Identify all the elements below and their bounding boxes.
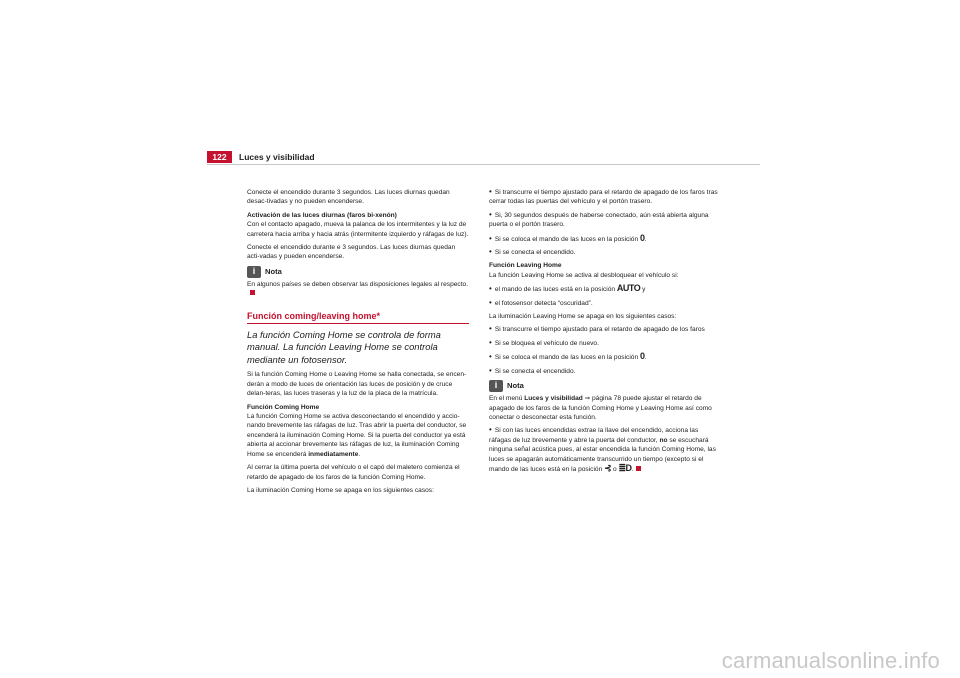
dipped-beam-symbol: ≣D — [618, 462, 632, 473]
note-label: Nota — [507, 381, 524, 391]
bullet-icon: • — [489, 324, 492, 334]
list-item-text: Si con las luces encendidas extrae la llave del encendido, acciona las ráfagas de luz brevemente y abre la puerta del conductor, — [489, 427, 699, 444]
note-text-content: ⇒ página 78 puede ajustar el retardo de apagado de los faros de la función Coming Home y Leaving Home así como conectar o desconectar esta función. — [489, 395, 712, 421]
list-item-text: . — [631, 465, 634, 473]
heading-divider — [247, 323, 469, 324]
list-item — [489, 339, 719, 348]
note-text — [247, 280, 469, 299]
list-item-text: Si se coloca el mando de las luces en la posición — [494, 235, 639, 243]
watermark: carmanualsonline.info — [721, 648, 940, 673]
list-item-text: se escuchará ninguna señal acústica pues, al estar encendida la función Coming Home, las luces se apagarán automáticamente transcurrido un tiempo (excepto si el mando de las luces está en la posición — [489, 436, 716, 473]
paragraph-text: La función Leaving Home se activa al desbloquear el vehículo si: — [489, 271, 679, 279]
bullet-icon: • — [489, 425, 492, 435]
right-column — [489, 188, 719, 478]
paragraph — [247, 211, 469, 239]
subheading: Función Coming Home — [247, 403, 320, 411]
subheading: Activación de las luces diurnas (faros bi-xenón) — [247, 211, 397, 219]
list-item-text: Si se conecta el encendido. — [494, 249, 576, 257]
page-number: 122 — [207, 151, 232, 163]
bullet-icon: • — [489, 297, 492, 307]
list-item: • Si se coloca el mando de las luces en la posición 0. — [489, 351, 647, 362]
light-switch-auto-symbol: AUTO — [616, 283, 641, 294]
note-text — [489, 394, 719, 422]
paragraph — [489, 261, 719, 280]
note-heading — [489, 380, 719, 392]
paragraph: La iluminación Coming Home se apaga en los siguientes casos: — [247, 486, 434, 494]
list-item — [489, 299, 719, 308]
list-item-text: o — [611, 465, 619, 473]
list-item-text: y — [642, 286, 646, 294]
section-title: Luces y visibilidad — [239, 152, 315, 162]
list-item — [489, 211, 719, 230]
list-item: • Si se coloca el mando de las luces en la posición 0. — [489, 232, 647, 243]
lead-paragraph: La función Coming Home se controla de forma manual. La función Leaving Home se controla mediante un fotosensor. — [247, 328, 441, 365]
list-item-text: el mando de las luces está en la posición — [494, 286, 616, 294]
emphasis: inmediatamente — [308, 450, 359, 458]
list-item — [489, 325, 719, 334]
bullet-icon: • — [489, 209, 492, 219]
list-item — [489, 367, 719, 376]
info-icon: i — [247, 266, 261, 278]
paragraph-text: La función Coming Home se activa desconectando el encendido y accio-nando brevemente las ráfagas de luz. Tras abrir la puerta del conductor, se encenderá la iluminación Coming Home. Si la puerta del conductor ya está abierta al accionar brevemente las ráfagas de luz, la iluminación Coming Home se encenderá — [247, 413, 467, 458]
end-marker-icon — [250, 290, 255, 295]
list-item-text: el fotosensor detecta “oscuridad”. — [494, 299, 593, 307]
header-divider — [207, 164, 760, 165]
list-item — [489, 248, 719, 257]
light-switch-off-symbol: 0 — [639, 232, 645, 243]
list-item — [489, 284, 719, 294]
list-item — [489, 426, 719, 474]
paragraph-text: Con el contacto apagado, mueva la palanca de los intermitentes y la luz de carretera hacia arriba y hacia atrás (intermitente izquierdo y ráfagas de luz). — [247, 221, 469, 238]
list-item-text: Si se coloca el mando de las luces en la posición — [494, 354, 639, 362]
end-marker-icon — [636, 466, 641, 471]
note-label: Nota — [265, 267, 282, 277]
paragraph: Al cerrar la última puerta del vehículo o el capó del maletero comienza el retardo de apagado de los faros de la función Coming Home. — [247, 464, 460, 481]
list-item-text: Si, 30 segundos después de haberse conectado, aún está abierta alguna puerta o el portón trasero. — [489, 211, 709, 229]
section-heading: Función coming/leaving home* — [247, 310, 381, 321]
left-column — [247, 188, 469, 499]
bullet-icon: • — [489, 337, 492, 347]
bullet-icon: • — [489, 365, 492, 375]
paragraph: Conecte el encendido durante e 3 segundos. Las luces diurnas quedan acti-vadas y pueden encenderse. — [247, 244, 456, 261]
paragraph: La iluminación Leaving Home se apaga en los siguientes casos: — [489, 313, 677, 321]
parking-light-symbol: ⊰ — [604, 462, 612, 473]
info-icon: i — [489, 380, 503, 392]
paragraph — [247, 403, 469, 459]
bullet-icon: • — [489, 352, 492, 362]
list-item-text: Si se conecta el encendido. — [494, 367, 576, 375]
list-item-text: Si transcurre el tiempo ajustado para el retardo de apagado de los faros — [494, 326, 705, 334]
menu-reference: Luces y visibilidad — [524, 395, 583, 403]
paragraph: Conecte el encendido durante 3 segundos. Las luces diurnas quedan desac-tivadas y no pueden encenderse. — [247, 189, 450, 206]
note-text-content: En algunos países se deben observar las disposiciones legales al respecto. — [247, 280, 469, 288]
list-item — [489, 188, 719, 207]
note-heading — [247, 266, 469, 278]
bullet-icon: • — [489, 233, 492, 243]
bullet-icon: • — [489, 187, 492, 196]
note-text-content: En el menú — [489, 395, 525, 403]
list-item-text: Si transcurre el tiempo ajustado para el retardo de apagado de los faros tras cerrar todas las puertas del vehículo y el portón trasero. — [489, 189, 718, 206]
paragraph-text: . — [358, 450, 361, 458]
subheading: Función Leaving Home — [489, 262, 562, 270]
bullet-icon: • — [489, 247, 492, 257]
emphasis: no — [659, 436, 668, 444]
list-item-text: Si se bloquea el vehículo de nuevo. — [494, 339, 599, 347]
light-switch-off-symbol: 0 — [639, 351, 645, 362]
paragraph: Si la función Coming Home o Leaving Home se halla conectada, se encen-derán a modo de luces de orientación las luces de posición y de cruce delan-teras, las luces traseras y la luz de la placa de la matrícula. — [247, 371, 467, 398]
bullet-icon: • — [489, 284, 492, 294]
